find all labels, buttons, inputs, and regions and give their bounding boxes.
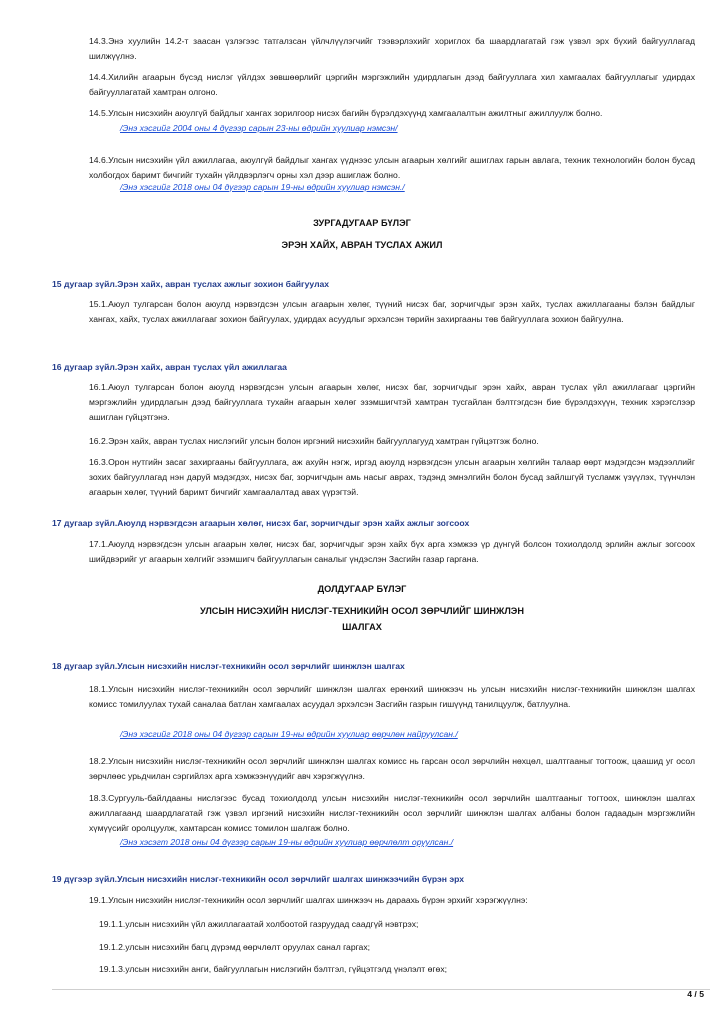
chapter-title: ДОЛДУГААР БҮЛЭГ xyxy=(317,584,407,594)
chapter-subtitle-line-1: УЛСЫН НИСЭХИЙН НИСЛЭГ-ТЕХНИКИЙН ОСОЛ ЗӨРЧЛИЙГ ШИНЖЛЭН xyxy=(200,606,524,616)
paragraph-18-1: 18.1.Улсын нисэхийн нислэг-техникийн осол зөрчлийг шинжлэн шалгах ерөнхий шинжээч нь улсын нисэхийн нислэг-техникийн шинжлэн шалгах комисс томилуулах тухай саналаа батлан хамгаалах асуудал эрхэлсэн Засгийн газрын гишүүнд танилцуулж, батлуулна. xyxy=(89,684,695,709)
paragraph-15-1: 15.1.Аюул тулгарсан болон аюулд нэрвэгдсэн улсын агаарын хөлөг, түүний нисэх баг, зорчигчдыг эрэн хайх, туслах ажиллагааны бэлэн байдлыг хангах, хайх, туслах ажиллагааг зохион байгуулах, удирдах асуудлыг эрхэлсэн төрийн захиргааны төв байгууллага зохион байгуулна. xyxy=(89,299,695,324)
paragraph-14-5: 14.5.Улсын нисэхийн аюулгүй байдлыг хангах зорилгоор нисэх багийн бүрэлдэхүүнд хамгаалалтын ажилтныг ажиллуулж болно. xyxy=(89,108,603,118)
paragraph-16-3: 16.3.Орон нутгийн засаг захиргааны байгууллага, аж ахуйн нэгж, иргэд аюулд нэрвэгдсэн улсын агаарын хөлгийн талаар өөрт мэдэгдсэн мэдээллийг зохих байгууллагад нэн даруй мэдэгдэх, нисэх баг, зорчигчдын амь насыг аврах, тэдэнд эмнэлгийн болон бусад зайлшгүй тусламж үзүүлэх, түүнчлэн агаарын хөлөг, түүний баримт бичгийг хамгаалалтад авах үүрэгтэй. xyxy=(89,457,695,497)
chapter-subtitle: ЭРЭН ХАЙХ, АВРАН ТУСЛАХ АЖИЛ xyxy=(281,240,443,250)
paragraph-14-4: 14.4.Хилийн агаарын бүсэд нислэг үйлдэх зөвшөөрлийг цэргийн мэргэжлийн удирдлагын дээд байгууллага хил хамгаалах байгууллагыг удирдах байгууллагатай хамтран олгоно. xyxy=(89,72,695,97)
paragraph-18-3: 18.3.Сургууль-байлдааны нислэгээс бусад тохиолдолд улсын нисэхийн нислэг-техникийн осол зөрчлийн шалтгааныг тогтоох, шинжлэн шалгах ажиллагаанд шаардлагатай гэж үзвэл иргэний нисэхийн нислэг-техникийн осол зөрчлийг шинжлэн шалгах албаны болон гадаадын мэргэжлийн хүмүүсийг оролцуулж, хамтарсан комисс томилон шалгаж болно. xyxy=(89,793,695,833)
clause-19-1-1: 19.1.1.улсын нисэхийн үйл ажиллагаатай холбоотой газруудад саадгүй нэвтрэх; xyxy=(99,919,419,929)
chapter-title: ЗУРГАДУГААР БҮЛЭГ xyxy=(313,218,411,228)
paragraph-17-1: 17.1.Аюулд нэрвэгдсэн улсын агаарын хөлөг, нисэх баг, зорчигчдыг эрэн хайх бүх арга хэмжээ үр дүнгүй болсон тохиолдолд эрлийн ажлыг зогсоох шийдвэрийг уг агаарын хөлгийг эзэмшигч байгууллагын саналыг үндэслэн Засгийн газар гаргана. xyxy=(89,539,695,564)
paragraph-14-6: 14.6.Улсын нисэхийн үйл ажиллагаа, аюулгүй байдлыг хангах үүднээс улсын агаарын хөлгийг ашиглах гарын авлага, техник технологийн болон бусад холбогдох баримт бичгийг тухайн үйлдвэрлэгч орны хэл дээр ашиглаж болно. xyxy=(89,155,695,180)
article-heading-16: 16 дугаар зүйл.Эрэн хайх, авран туслах үйл ажиллагаа xyxy=(52,362,287,372)
amendment-note-18-3[interactable]: /Энэ хэсэгт 2018 оны 04 дүгээр сарын 19-ны өдрийн хуулиар өөрчлөлт оруулсан./ xyxy=(120,837,454,847)
article-heading-19: 19 дүгээр зүйл.Улсын нисэхийн нислэг-техникийн осол зөрчлийг шалгах шинжээчийн бүрэн эрх xyxy=(52,874,465,884)
clause-19-1-2: 19.1.2.улсын нисэхийн багц дүрэмд өөрчлөлт оруулах санал гаргах; xyxy=(99,942,371,952)
paragraph-19-1: 19.1.Улсын нисэхийн нислэг-техникийн осол зөрчлийг шалгах шинжээч нь дараахь бүрэн эрхийг хэрэгжүүлнэ: xyxy=(89,895,528,905)
chapter-subtitle-line-2: ШАЛГАХ xyxy=(342,622,382,632)
amendment-note-14-6[interactable]: /Энэ хэсгийг 2018 оны 04 дүгээр сарын 19-ны өдрийн хуулиар нэмсэн./ xyxy=(120,182,405,192)
paragraph-16-2: 16.2.Эрэн хайх, авран туслах нислэгийг улсын болон иргэний нисэхийн байгууллагууд хамтран гүйцэтгэж болно. xyxy=(89,436,539,446)
article-heading-15: 15 дугаар зүйл.Эрэн хайх, авран туслах ажлыг зохион байгуулах xyxy=(52,279,330,289)
page-number: 4 / 5 xyxy=(687,989,704,999)
paragraph-14-3: 14.3.Энэ хуулийн 14.2-т заасан үзлэгээс татгалзсан үйлчлүүлэгчийг тээвэрлэхийг хориглох ба шаардлагатай гэж үзвэл эрх бүхий байгууллагад шилжүүлнэ. xyxy=(89,36,695,61)
paragraph-16-1: 16.1.Аюул тулгарсан болон аюулд нэрвэгдсэн улсын агаарын хөлөг, нисэх баг, зорчигчдыг эрэн хайх, авран туслах үйл ажиллагааг цэргийн мэргэжлийн удирдлагын дээд байгууллага тухайн агаарын хөлөг эзэмшигчтэй хамтран тусгайлан бэлтгэгдсэн бие бүрэлдэхүүн, техник хэрэгслээр ашиглан гүйцэтгэнэ. xyxy=(89,382,695,422)
amendment-note-14-5[interactable]: /Энэ хэсгийг 2004 оны 4 дүгээр сарын 23-ны өдрийн хуулиар нэмсэн/ xyxy=(120,123,398,133)
footer-divider xyxy=(52,989,710,990)
paragraph-18-2: 18.2.Улсын нисэхийн нислэг-техникийн осол зөрчлийг шинжлэн шалгах комисс нь гарсан осол зөрчлийн нөхцөл, шалтгааныг тогтоож, цаашид уг осол зөрчлөөс урьдчилан сэргийлэх арга хэмжээнүүдийг авч хэрэгжүүлнэ. xyxy=(89,756,695,781)
amendment-note-18-1[interactable]: /Энэ хэсгийг 2018 оны 04 дүгээр сарын 19-ны өдрийн хуулиар өөрчлөн найруулсан./ xyxy=(120,729,458,739)
article-heading-18: 18 дугаар зүйл.Улсын нисэхийн нислэг-техникийн осол зөрчлийг шинжлэн шалгах xyxy=(52,661,405,671)
article-heading-17: 17 дугаар зүйл.Аюулд нэрвэгдсэн агаарын хөлөг, нисэх баг, зорчигчдыг эрэн хайх ажлыг зогсоох xyxy=(52,518,470,528)
clause-19-1-3: 19.1.3.улсын нисэхийн анги, байгууллагын нислэгийн бэлтгэл, гүйцэтгэлд үнэлэлт өгөх; xyxy=(99,964,448,974)
